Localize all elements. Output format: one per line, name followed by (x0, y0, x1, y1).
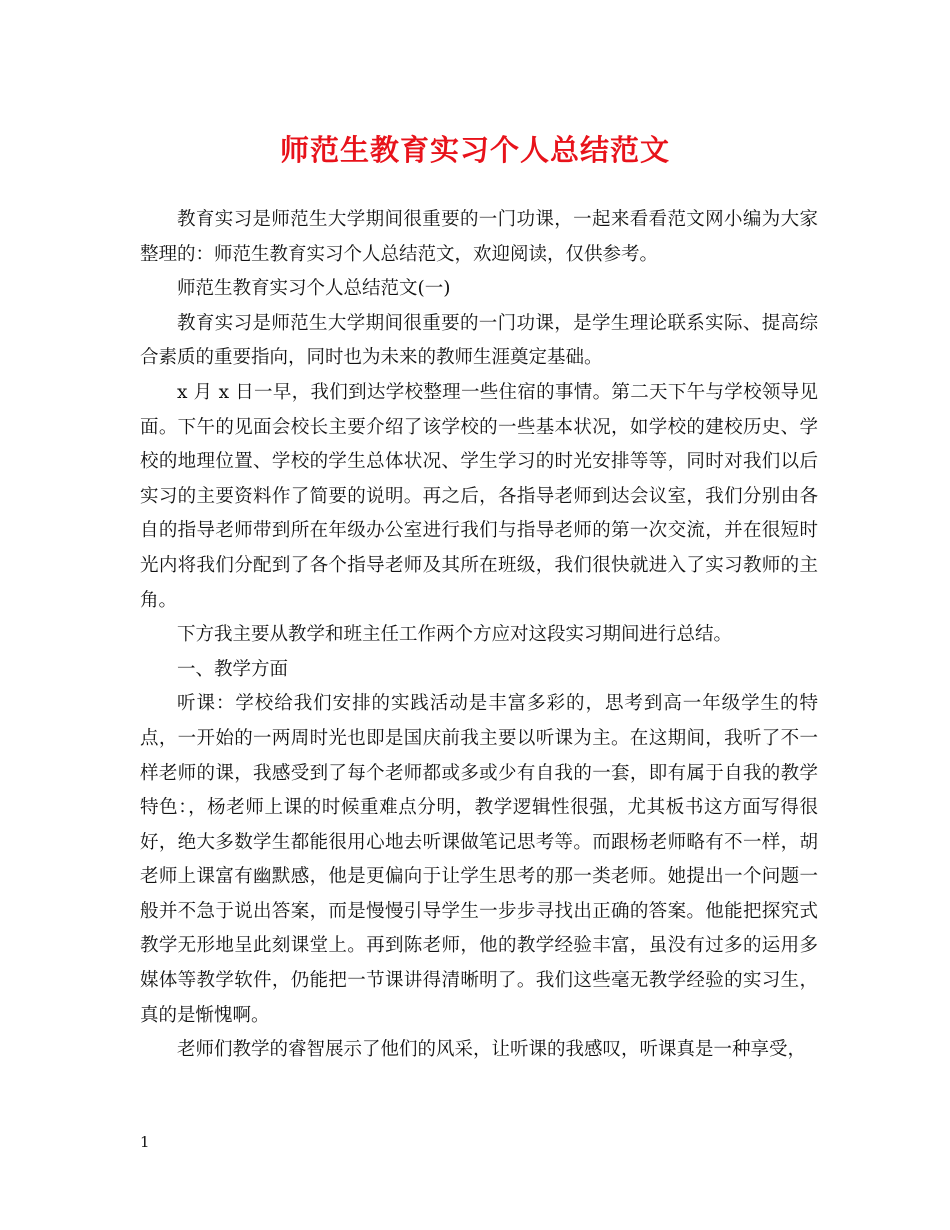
paragraph-intro: 教育实习是师范生大学期间很重要的一门功课，一起来看看范文网小编为大家整理的：师范生教育实习个人总结范文，欢迎阅读，仅供参考。 (140, 209, 818, 265)
paragraph-arrival: x 月 x 日一早，我们到达学校整理一些住宿的事情。第二天下午与学校领导见面。下午的见面会校长主要介绍了该学校的一些基本状况，如学校的建校历史、学校的地理位置、学校的学生总体状况、学生学习的时光安排等等，同时对我们以后实习的主要资料作了简要的说明。再之后，各指导老师到达会议室，我们分别由各自的指导老师带到所在年级办公室进行我们与指导老师的第一次交流，并在很短时光内将我们分配到了各个指导老师及其所在班级，我们很快就进入了实习教师的主角。 (140, 381, 818, 611)
paragraph-summary-intro: 下方我主要从教学和班主任工作两个方应对这段实习期间进行总结。 (177, 624, 733, 646)
paragraph-section-heading: 师范生教育实习个人总结范文(一) (177, 278, 451, 300)
document-title: 师范生教育实习个人总结范文 (279, 133, 670, 167)
page-number: 1 (140, 1133, 150, 1151)
document-body (140, 203, 818, 1068)
paragraph-teaching-heading: 一、教学方面 (177, 658, 289, 680)
paragraph-internship-purpose: 教育实习是师范生大学期间很重要的一门功课，是学生理论联系实际、提高综合素质的重要指向，同时也为未来的教师生涯奠定基础。 (140, 312, 818, 369)
paragraph-observing-classes: 听课：学校给我们安排的实践活动是丰富多彩的，思考到高一年级学生的特点，一开始的一两周时光也即是国庆前我主要以听课为主。在这期间，我听了不一样老师的课，我感受到了每个老师都或多或少有自我的一套，即有属于自我的教学特色：，杨老师上课的时候重难点分明，教学逻辑性很强，尤其板书这方面写得很好，绝大多数学生都能很用心地去听课做笔记思考等。而跟杨老师略有不一样，胡老师上课富有幽默感，他是更偏向于让学生思考的那一类老师。她提出一个问题一般并不急于说出答案，而是慢慢引导学生一步步寻找出正确的答案。他能把探究式教学无形地呈此刻课堂上。再到陈老师，他的教学经验丰富，虽没有过多的运用多媒体等教学软件，仍能把一节课讲得清晰明了。我们这些毫无教学经验的实习生，真的是惭愧啊。 (140, 693, 818, 1026)
paragraph-teachers-wisdom: 老师们教学的睿智展示了他们的风采，让听课的我感叹，听课真是一种享受， (177, 1039, 807, 1061)
